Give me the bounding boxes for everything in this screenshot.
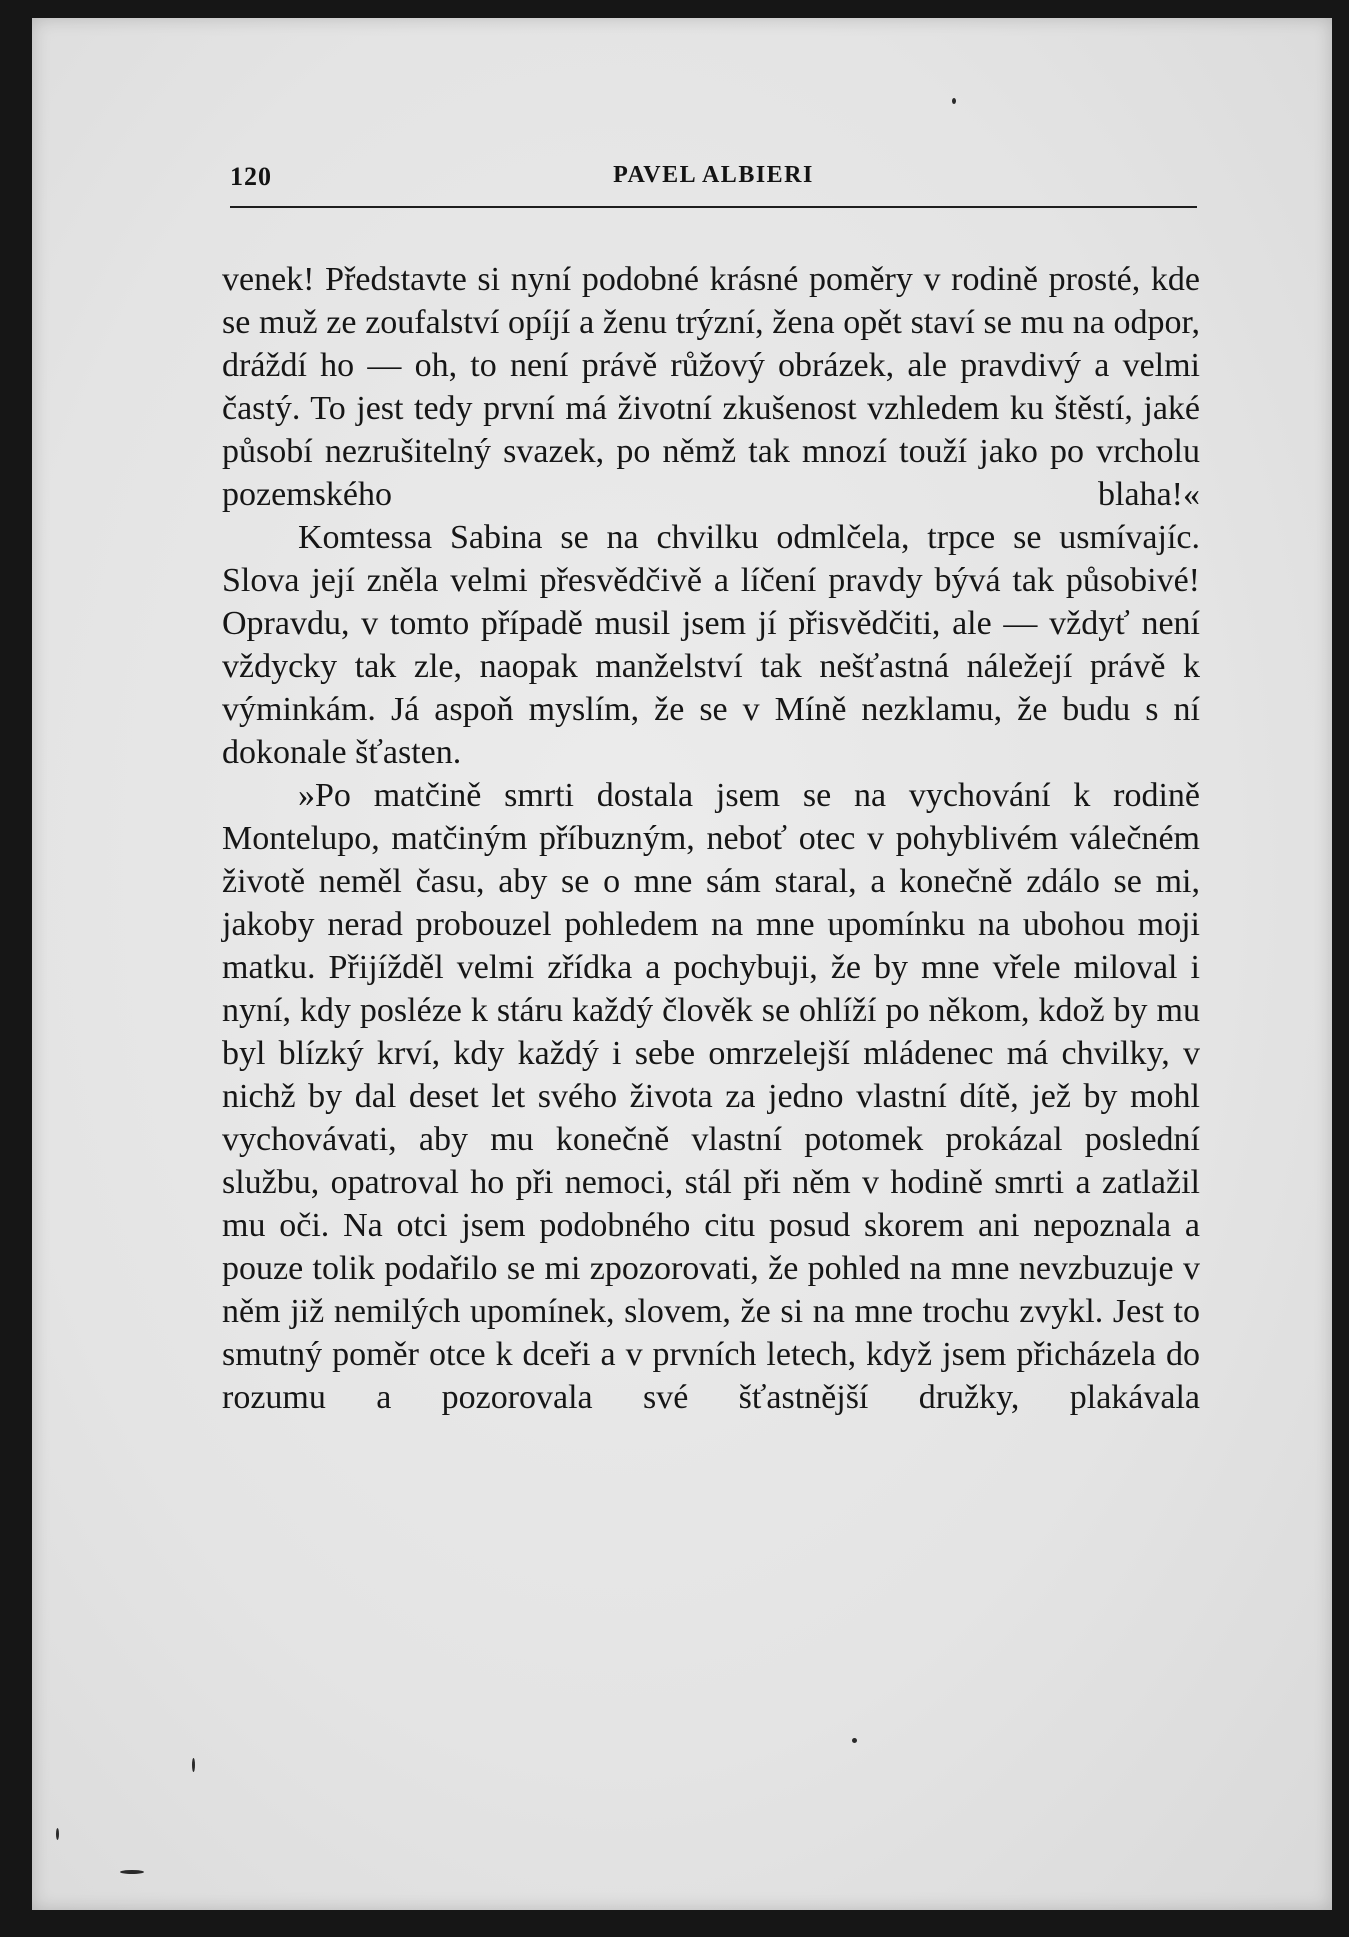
paragraph: venek! Představte si nyní podobné krásné poměry v rodině prosté, kde se muž ze zoufalství opíjí a ženu trýzní, žena opět staví se mu na odpor, dráždí ho — oh, to není právě růžový obrázek, ale pravdivý a velmi častý. To jest tedy první má životní zkušenost vzhledem ku štěstí, jaké působí nezrušitelný svazek, po němž tak mnozí touží jako po vrcholu pozemského blaha!«	[222, 261, 1200, 513]
paper-speck	[852, 1738, 857, 1743]
paper-speck	[120, 1870, 144, 1874]
paragraph: Komtessa Sabina se na chvilku odmlčela, trpce se usmívajíc. Slova její zněla velmi přesvědčivě a líčení pravdy bývá tak působivé! Opravdu, v tomto případě musil jsem jí přisvědčiti, ale — vždyť není vždycky tak zle, naopak manželství tak nešťastná náležejí právě k výminkám. Já aspoň myslím, že se v Míně nezklamu, že budu s ní dokonale šťasten.	[222, 519, 1200, 771]
running-head: PAVEL ALBIERI	[613, 162, 814, 188]
page-header	[230, 162, 1197, 208]
paragraph: »Po matčině smrti dostala jsem se na vychování k rodině Montelupo, matčiným příbuzným, neboť otec v pohyblivém válečném životě neměl času, aby se o mne sám staral, a konečně zdálo se mi, jakoby nerad probouzel pohledem na mne upomínku na ubohou moji matku. Přijížděl velmi zřídka a pochybuji, že by mne vřele miloval i nyní, kdy posléze k stáru každý člověk se ohlíží po někom, kdož by mu byl blízký krví, kdy každý i sebe omrzelejší mládenec má chvilky, v nichž by dal deset let svého života za jedno vlastní dítě, jež by mohl vychovávati, aby mu konečně vlastní potomek prokázal poslední službu, opatroval ho při nemoci, stál při něm v hodině smrti a zatlažil mu oči. Na otci jsem podobného citu posud skorem ani nepoznala a pouze tolik podařilo se mi zpozorovati, že pohled na mne nevzbuzuje v něm již nemilých upomínek, slovem, že si na mne trochu zvykl. Jest to smutný poměr otce k dceři a v prvních letech, když jsem přicházela do rozumu a pozorovala své šťastnější družky, plakávala	[222, 777, 1200, 1416]
paper-speck	[56, 1828, 59, 1840]
page-number: 120	[230, 162, 272, 191]
paper-speck	[952, 98, 956, 104]
paper-speck	[192, 1758, 195, 1772]
body-text	[222, 258, 1200, 1419]
